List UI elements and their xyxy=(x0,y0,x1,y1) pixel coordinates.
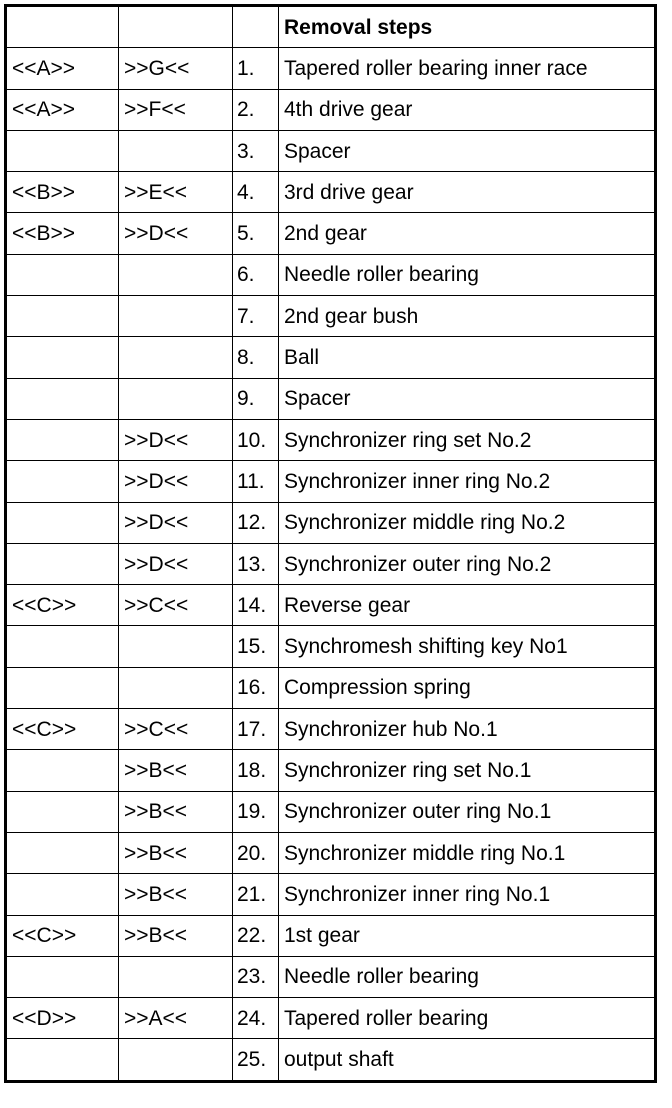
ref-a-cell xyxy=(6,626,119,667)
step-name-cell: Spacer xyxy=(279,130,656,171)
table-row xyxy=(6,213,656,254)
ref-a-cell xyxy=(6,502,119,543)
step-name-cell: Synchronizer middle ring No.1 xyxy=(279,832,656,873)
ref-a-cell xyxy=(6,956,119,997)
step-number-cell: 11. xyxy=(233,461,279,502)
table-row xyxy=(6,998,656,1039)
step-number-cell: 20. xyxy=(233,832,279,873)
ref-b-cell: >>B<< xyxy=(119,874,233,915)
table-row xyxy=(6,48,656,89)
ref-b-cell xyxy=(119,378,233,419)
table-row xyxy=(6,89,656,130)
table-row xyxy=(6,1039,656,1081)
ref-b-cell: >>B<< xyxy=(119,791,233,832)
step-number-cell: 9. xyxy=(233,378,279,419)
step-name-cell: Tapered roller bearing inner race xyxy=(279,48,656,89)
ref-a-cell xyxy=(6,337,119,378)
step-number-cell: 25. xyxy=(233,1039,279,1081)
header-cell-ref-a xyxy=(6,6,119,48)
step-name-cell: Ball xyxy=(279,337,656,378)
step-number-cell: 14. xyxy=(233,585,279,626)
table-row xyxy=(6,956,656,997)
removal-steps-table-wrapper xyxy=(4,4,654,1083)
table-row xyxy=(6,254,656,295)
removal-steps-table xyxy=(4,4,657,1083)
ref-b-cell xyxy=(119,254,233,295)
step-number-cell: 8. xyxy=(233,337,279,378)
ref-b-cell: >>G<< xyxy=(119,48,233,89)
step-number-cell: 21. xyxy=(233,874,279,915)
step-number-cell: 22. xyxy=(233,915,279,956)
table-body xyxy=(6,48,656,1081)
ref-a-cell: <<D>> xyxy=(6,998,119,1039)
table-row xyxy=(6,667,656,708)
ref-a-cell xyxy=(6,296,119,337)
step-name-cell: Compression spring xyxy=(279,667,656,708)
step-number-cell: 24. xyxy=(233,998,279,1039)
step-number-cell: 18. xyxy=(233,750,279,791)
step-name-cell: Synchronizer inner ring No.1 xyxy=(279,874,656,915)
ref-b-cell: >>D<< xyxy=(119,461,233,502)
step-name-cell: output shaft xyxy=(279,1039,656,1081)
step-name-cell: Synchronizer outer ring No.2 xyxy=(279,543,656,584)
step-name-cell: Spacer xyxy=(279,378,656,419)
ref-b-cell xyxy=(119,626,233,667)
step-number-cell: 13. xyxy=(233,543,279,584)
table-row xyxy=(6,585,656,626)
ref-b-cell xyxy=(119,667,233,708)
ref-b-cell xyxy=(119,130,233,171)
ref-a-cell: <<C>> xyxy=(6,709,119,750)
table-row xyxy=(6,709,656,750)
ref-b-cell: >>B<< xyxy=(119,750,233,791)
ref-b-cell xyxy=(119,337,233,378)
step-name-cell: 2nd gear xyxy=(279,213,656,254)
ref-b-cell: >>D<< xyxy=(119,502,233,543)
table-row xyxy=(6,750,656,791)
table-row xyxy=(6,874,656,915)
step-number-cell: 3. xyxy=(233,130,279,171)
ref-a-cell xyxy=(6,791,119,832)
ref-b-cell: >>E<< xyxy=(119,172,233,213)
step-number-cell: 17. xyxy=(233,709,279,750)
ref-a-cell xyxy=(6,461,119,502)
ref-a-cell: <<C>> xyxy=(6,585,119,626)
step-number-cell: 15. xyxy=(233,626,279,667)
step-name-cell: Reverse gear xyxy=(279,585,656,626)
ref-b-cell xyxy=(119,1039,233,1081)
step-name-cell: 4th drive gear xyxy=(279,89,656,130)
step-name-cell: 2nd gear bush xyxy=(279,296,656,337)
ref-a-cell xyxy=(6,1039,119,1081)
step-name-cell: 3rd drive gear xyxy=(279,172,656,213)
step-number-cell: 23. xyxy=(233,956,279,997)
ref-b-cell xyxy=(119,296,233,337)
step-name-cell: Synchromesh shifting key No1 xyxy=(279,626,656,667)
ref-a-cell: <<B>> xyxy=(6,172,119,213)
ref-b-cell: >>A<< xyxy=(119,998,233,1039)
step-number-cell: 6. xyxy=(233,254,279,295)
ref-b-cell: >>B<< xyxy=(119,832,233,873)
step-name-cell: Synchronizer hub No.1 xyxy=(279,709,656,750)
step-name-cell: 1st gear xyxy=(279,915,656,956)
table-row xyxy=(6,378,656,419)
ref-a-cell: <<A>> xyxy=(6,48,119,89)
ref-a-cell: <<A>> xyxy=(6,89,119,130)
table-row xyxy=(6,461,656,502)
ref-a-cell xyxy=(6,750,119,791)
ref-a-cell: <<C>> xyxy=(6,915,119,956)
step-number-cell: 4. xyxy=(233,172,279,213)
ref-a-cell xyxy=(6,667,119,708)
table-row xyxy=(6,915,656,956)
ref-a-cell xyxy=(6,130,119,171)
step-number-cell: 12. xyxy=(233,502,279,543)
table-header-row xyxy=(6,6,656,48)
table-row xyxy=(6,543,656,584)
header-cell-number xyxy=(233,6,279,48)
table-row xyxy=(6,502,656,543)
ref-b-cell: >>D<< xyxy=(119,213,233,254)
ref-a-cell xyxy=(6,378,119,419)
table-row xyxy=(6,626,656,667)
step-name-cell: Synchronizer ring set No.1 xyxy=(279,750,656,791)
step-number-cell: 5. xyxy=(233,213,279,254)
table-row xyxy=(6,791,656,832)
step-name-cell: Needle roller bearing xyxy=(279,254,656,295)
step-number-cell: 19. xyxy=(233,791,279,832)
ref-a-cell: <<B>> xyxy=(6,213,119,254)
step-name-cell: Synchronizer ring set No.2 xyxy=(279,419,656,460)
step-name-cell: Synchronizer middle ring No.2 xyxy=(279,502,656,543)
step-number-cell: 1. xyxy=(233,48,279,89)
ref-a-cell xyxy=(6,874,119,915)
ref-b-cell: >>F<< xyxy=(119,89,233,130)
ref-a-cell xyxy=(6,543,119,584)
table-row xyxy=(6,832,656,873)
table-row xyxy=(6,337,656,378)
step-name-cell: Needle roller bearing xyxy=(279,956,656,997)
ref-a-cell xyxy=(6,419,119,460)
ref-b-cell: >>D<< xyxy=(119,543,233,584)
ref-b-cell: >>C<< xyxy=(119,585,233,626)
ref-b-cell: >>C<< xyxy=(119,709,233,750)
table-row xyxy=(6,296,656,337)
step-number-cell: 2. xyxy=(233,89,279,130)
step-name-cell: Synchronizer outer ring No.1 xyxy=(279,791,656,832)
table-row xyxy=(6,419,656,460)
ref-b-cell: >>B<< xyxy=(119,915,233,956)
header-cell-ref-b xyxy=(119,6,233,48)
ref-a-cell xyxy=(6,832,119,873)
table-row xyxy=(6,172,656,213)
step-name-cell: Tapered roller bearing xyxy=(279,998,656,1039)
table-row xyxy=(6,130,656,171)
ref-b-cell: >>D<< xyxy=(119,419,233,460)
ref-b-cell xyxy=(119,956,233,997)
step-number-cell: 10. xyxy=(233,419,279,460)
step-name-cell: Synchronizer inner ring No.2 xyxy=(279,461,656,502)
ref-a-cell xyxy=(6,254,119,295)
step-number-cell: 16. xyxy=(233,667,279,708)
step-number-cell: 7. xyxy=(233,296,279,337)
header-cell-removal-steps: Removal steps xyxy=(279,6,656,48)
